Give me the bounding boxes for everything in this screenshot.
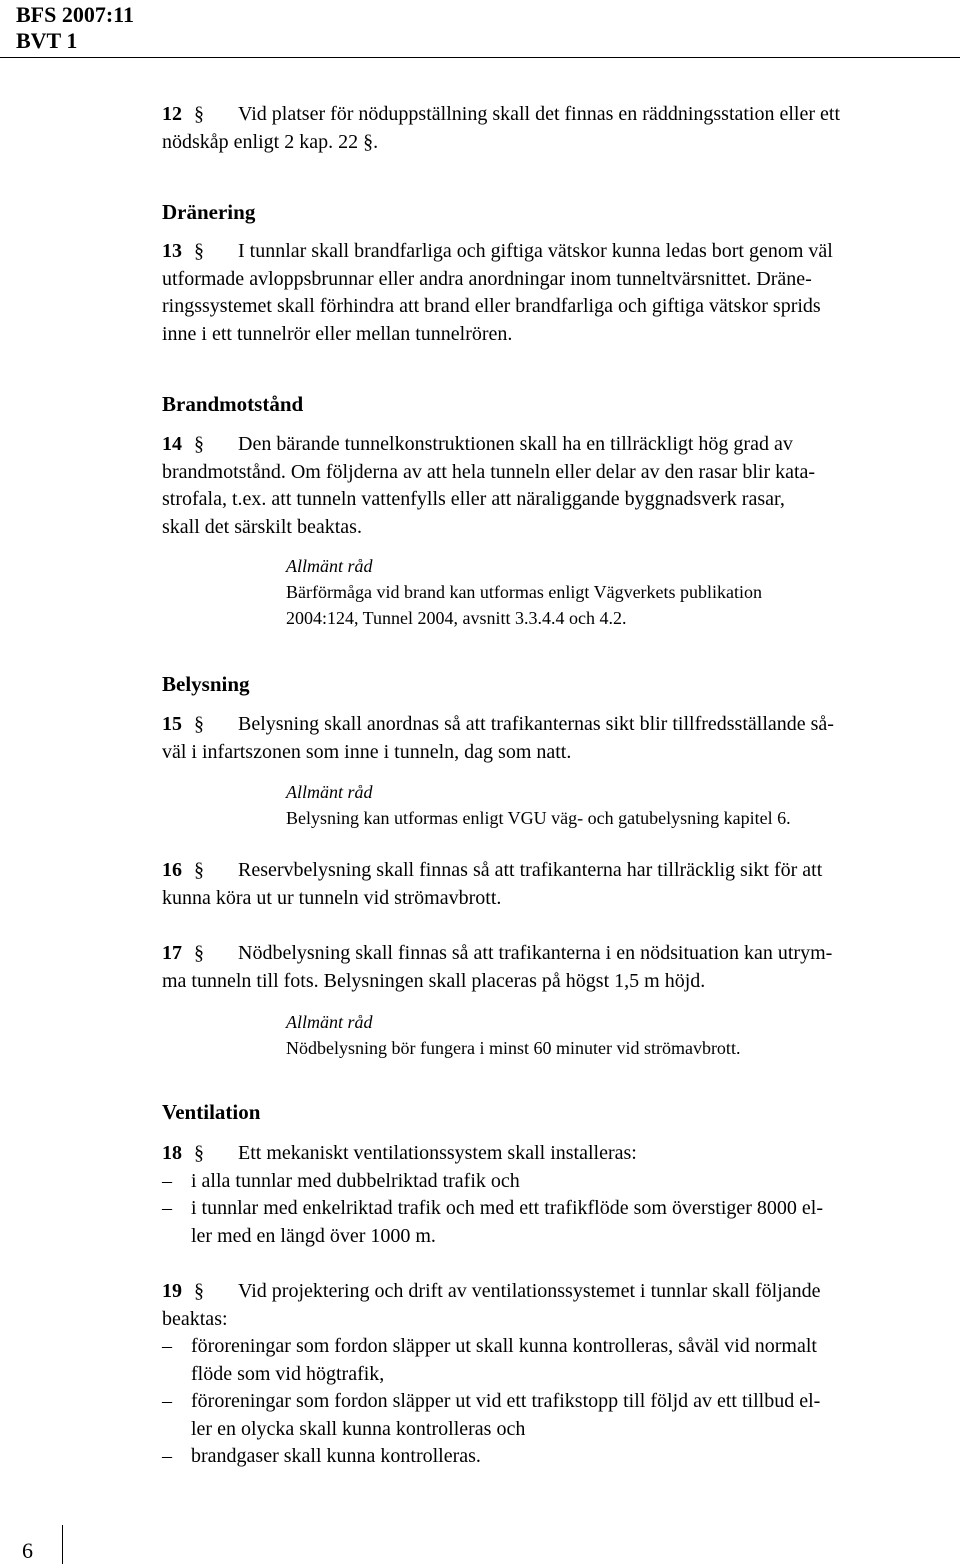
paragraph-text: Reservbelysning skall finnas så att trafikanterna har tillräcklig sikt för att [238, 859, 823, 881]
section-13 [162, 238, 960, 348]
paragraph-text: inne i ett tunnelrör eller mellan tunnelrören. [162, 322, 513, 345]
paragraph-text: Den bärande tunnelkonstruktionen skall ha en tillräckligt hög grad av [238, 433, 793, 455]
list-item-text: – föroreningar som fordon släpper ut skall kunna kontrolleras, såväl vid normalt [191, 1335, 817, 1357]
section-19 [162, 1278, 960, 1471]
header-rule [0, 57, 960, 58]
section-heading: Ventilation [162, 1100, 261, 1124]
section-belysning [162, 671, 960, 698]
section-number: 17 [162, 942, 182, 964]
list-item-text: – i alla tunnlar med dubbelriktad trafik och [191, 1169, 520, 1192]
paragraph-text: väl i infartszonen som inne i tunneln, dag som natt. [162, 740, 572, 763]
section-number: 18 [162, 1142, 182, 1164]
header-code: BVT 1 [16, 28, 78, 53]
advice-title: Allmänt råd [286, 556, 373, 576]
general-advice [286, 553, 946, 631]
section-heading: Belysning [162, 672, 250, 696]
section-12 [162, 101, 960, 156]
section-sign: § [194, 1142, 204, 1164]
paragraph-text: Vid projektering och drift av ventilationssystemet i tunnlar skall följande [238, 1280, 821, 1302]
running-header [16, 2, 134, 54]
list-item [162, 1168, 960, 1196]
section-18 [162, 1140, 960, 1250]
paragraph-text: Nödbelysning skall finnas så att trafikanterna i en nödsituation kan utrym- [238, 942, 833, 964]
dash-list [162, 1168, 960, 1251]
list-item-text: – brandgaser skall kunna kontrolleras. [191, 1445, 481, 1467]
list-item-text: – föroreningar som fordon släpper ut vid ett trafikstopp till följd av ett tillbud el- [191, 1390, 821, 1412]
paragraph-text: strofala, t.ex. att tunneln vattenfylls eller att näraliggande byggnadsverk rasar, [162, 488, 785, 510]
section-sign: § [194, 859, 204, 881]
advice-text: 2004:124, Tunnel 2004, avsnitt 3.3.4.4 och 4.2. [286, 608, 627, 628]
list-item-text: flöde som vid högtrafik, [191, 1362, 385, 1385]
paragraph-text: nödskåp enligt 2 kap. 22 §. [162, 130, 379, 153]
paragraph-text: I tunnlar skall brandfarliga och giftiga vätskor kunna ledas bort genom väl [238, 240, 833, 262]
page-number: 6 [22, 1538, 33, 1563]
paragraph-text: brandmotstånd. Om följderna av att hela tunneln eller delar av den rasar blir kata- [162, 460, 816, 483]
list-item [162, 1388, 960, 1443]
section-sign: § [194, 103, 204, 125]
general-advice [286, 779, 946, 831]
general-advice [286, 1009, 946, 1061]
section-sign: § [194, 942, 204, 964]
section-number: 13 [162, 240, 182, 262]
list-item [162, 1195, 960, 1250]
paragraph-text: ringssystemet skall förhindra att brand eller brandfarliga och giftiga vätskor sprids [162, 295, 821, 317]
header-series: BFS 2007:11 [16, 2, 134, 27]
section-number: 16 [162, 859, 182, 881]
paragraph-text: skall det särskilt beaktas. [162, 515, 362, 538]
section-sign: § [194, 1280, 204, 1302]
paragraph-text: kunna köra ut ur tunneln vid strömavbrott. [162, 886, 502, 909]
section-ventilation [162, 1099, 960, 1126]
list-item-text: ler en olycka skall kunna kontrolleras och [191, 1417, 526, 1440]
list-item [162, 1333, 960, 1388]
section-heading: Dränering [162, 200, 256, 224]
section-number: 19 [162, 1280, 182, 1302]
section-sign: § [194, 433, 204, 455]
list-item [162, 1443, 960, 1471]
section-sign: § [194, 713, 204, 735]
advice-title: Allmänt råd [286, 782, 373, 802]
paragraph-text: Belysning skall anordnas så att trafikanternas sikt blir tillfredsställande så- [238, 713, 834, 735]
section-number: 15 [162, 713, 182, 735]
advice-text: Belysning kan utformas enligt VGU väg- och gatubelysning kapitel 6. [286, 808, 791, 828]
section-16 [162, 857, 960, 912]
dash-list [162, 1333, 960, 1471]
paragraph-text: beaktas: [162, 1307, 228, 1330]
advice-text: Nödbelysning bör fungera i minst 60 minuter vid strömavbrott. [286, 1038, 741, 1058]
paragraph-text: Vid platser för nöduppställning skall det finnas en räddningsstation eller ett [238, 103, 841, 125]
section-brandmotstand [162, 391, 960, 418]
section-heading: Brandmotstånd [162, 392, 304, 416]
advice-title: Allmänt råd [286, 1012, 373, 1032]
margin-rule [62, 1525, 63, 1564]
advice-text: Bärförmåga vid brand kan utformas enligt Vägverkets publikation [286, 582, 763, 602]
paragraph-text: utformade avloppsbrunnar eller andra anordningar inom tunneltvärsnittet. Dräne- [162, 267, 812, 290]
section-number: 14 [162, 433, 182, 455]
section-17 [162, 940, 960, 995]
section-sign: § [194, 240, 204, 262]
section-number: 12 [162, 103, 182, 125]
list-item-text: ler med en längd över 1000 m. [191, 1224, 436, 1247]
section-15 [162, 711, 960, 766]
list-item-text: – i tunnlar med enkelriktad trafik och med ett trafikflöde som överstiger 8000 el- [191, 1197, 824, 1219]
paragraph-text: ma tunneln till fots. Belysningen skall placeras på högst 1,5 m höjd. [162, 969, 706, 992]
paragraph-text: Ett mekaniskt ventilationssystem skall installeras: [238, 1142, 637, 1164]
section-dranering [162, 199, 960, 226]
section-14 [162, 431, 960, 541]
